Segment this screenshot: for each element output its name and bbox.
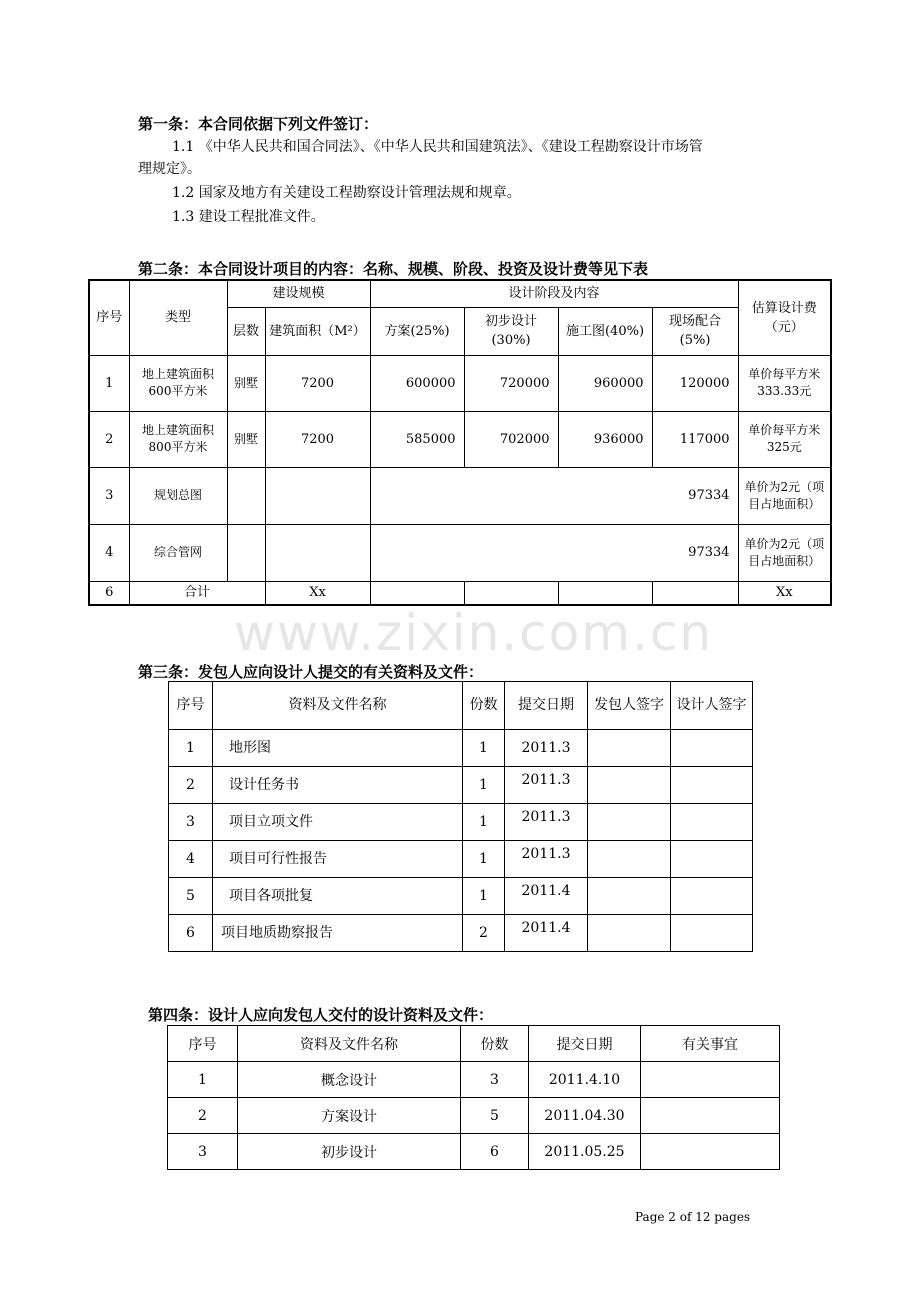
header-floors: 层数 [227,307,265,355]
cell-name: 设计任务书 [213,767,463,804]
cell-count: 1 [463,730,505,767]
cell-client-sign [588,915,671,952]
cell-date: 2011.4 [505,915,588,952]
header-count: 份数 [463,682,505,730]
header-area: 建筑面积（M²） [265,307,370,355]
cell-construct: 936000 [558,411,652,467]
header-designer-sign: 设计人签字 [671,682,753,730]
cell-seq: 3 [169,804,213,841]
cell-client-sign [588,878,671,915]
cell-client-sign [588,841,671,878]
table-row [169,730,753,767]
cell-designer-sign [671,730,753,767]
cell-count: 1 [463,804,505,841]
cell-area: 7200 [265,355,370,411]
cell-fee: 单价为2元（项目占地面积） [738,524,831,581]
design-fee-table [88,279,832,606]
cell-date: 2011.04.30 [529,1098,641,1134]
article-2-heading: 第二条：本合同设计项目的内容：名称、规模、阶段、投资及设计费等见下表 [138,260,649,278]
header-name: 资料及文件名称 [213,682,463,730]
cell-scheme: 600000 [370,355,464,411]
cell-seq: 5 [169,878,213,915]
cell-designer-sign [671,841,753,878]
page-footer: Page 2 of 12 pages [635,1210,751,1224]
header-client-sign: 发包人签字 [588,682,671,730]
cell-type: 地上建筑面积600平方米 [129,355,227,411]
cell-client-sign [588,767,671,804]
total-row [89,581,831,605]
article-1-item-3: 1.3 建设工程批准文件。 [172,209,325,225]
cell-site: 120000 [652,355,738,411]
cell-seq: 6 [169,915,213,952]
cell-name: 概念设计 [238,1062,461,1098]
article-1-item-1-cont: 理规定》。 [138,161,201,177]
cell-scheme: 585000 [370,411,464,467]
header-date: 提交日期 [529,1026,641,1062]
total-label: 合计 [129,581,265,605]
cell-seq: 1 [169,730,213,767]
total-site [652,581,738,605]
header-date: 提交日期 [505,682,588,730]
cell-area [265,524,370,581]
cell-phase-value: 97334 [370,524,738,581]
header-site: 现场配合(5%) [652,307,738,355]
cell-notes [641,1098,780,1134]
cell-type: 综合管网 [129,524,227,581]
header-seq: 序号 [169,682,213,730]
cell-designer-sign [671,767,753,804]
cell-type: 规划总图 [129,467,227,524]
table-row [89,524,831,581]
total-prelim [464,581,558,605]
cell-seq: 4 [89,524,129,581]
cell-date: 2011.4.10 [529,1062,641,1098]
header-name: 资料及文件名称 [238,1026,461,1062]
cell-name: 地形图 [213,730,463,767]
designer-deliverables-table [167,1025,780,1170]
header-scale: 建设规模 [227,280,370,307]
table-row [169,767,753,804]
cell-area: 7200 [265,411,370,467]
cell-designer-sign [671,804,753,841]
total-scheme [370,581,464,605]
header-prelim: 初步设计(30%) [464,307,558,355]
table-row [89,411,831,467]
cell-name: 项目可行性报告 [213,841,463,878]
cell-name: 项目立项文件 [213,804,463,841]
total-seq: 6 [89,581,129,605]
table-row [168,1062,780,1098]
total-area: Xx [265,581,370,605]
cell-fee: 单价每平方米333.33元 [738,355,831,411]
article-1-item-2: 1.2 国家及地方有关建设工程勘察设计管理法规和规章。 [172,185,521,201]
cell-count: 5 [461,1098,529,1134]
cell-seq: 3 [168,1134,238,1170]
article-1-item-1: 1.1 《中华人民共和国合同法》、《中华人民共和国建筑法》、《建设工程勘察设计市场管 [172,139,703,155]
cell-designer-sign [671,878,753,915]
cell-count: 1 [463,878,505,915]
cell-date: 2011.3 [505,841,588,878]
cell-floors [227,524,265,581]
table-row [169,915,753,952]
header-seq: 序号 [168,1026,238,1062]
cell-date: 2011.4 [505,878,588,915]
cell-seq: 2 [168,1098,238,1134]
cell-construct: 960000 [558,355,652,411]
table-row [168,1098,780,1134]
table-row [169,841,753,878]
cell-seq: 3 [89,467,129,524]
header-scheme: 方案(25%) [370,307,464,355]
cell-notes [641,1134,780,1170]
cell-count: 2 [463,915,505,952]
cell-seq: 1 [89,355,129,411]
cell-seq: 4 [169,841,213,878]
article-3-heading: 第三条：发包人应向设计人提交的有关资料及文件： [138,663,484,681]
cell-designer-sign [671,915,753,952]
article-4-heading: 第四条：设计人应向发包人交付的设计资料及文件： [148,1006,494,1024]
table-row [89,355,831,411]
header-phase: 设计阶段及内容 [370,280,738,307]
total-construct [558,581,652,605]
cell-prelim: 720000 [464,355,558,411]
cell-prelim: 702000 [464,411,558,467]
cell-floors [227,467,265,524]
watermark: www.zixin.com.cn [234,604,714,662]
header-seq: 序号 [89,280,129,355]
cell-client-sign [588,730,671,767]
article-1-heading: 第一条：本合同依据下列文件签订： [138,115,379,133]
header-count: 份数 [461,1026,529,1062]
cell-date: 2011.3 [505,767,588,804]
cell-name: 初步设计 [238,1134,461,1170]
cell-date: 2011.05.25 [529,1134,641,1170]
cell-count: 6 [461,1134,529,1170]
cell-count: 1 [463,767,505,804]
total-fee: Xx [738,581,831,605]
cell-seq: 2 [89,411,129,467]
cell-site: 117000 [652,411,738,467]
table-row [169,804,753,841]
cell-count: 3 [461,1062,529,1098]
cell-type: 地上建筑面积800平方米 [129,411,227,467]
cell-seq: 1 [168,1062,238,1098]
table-row [89,467,831,524]
cell-notes [641,1062,780,1098]
cell-date: 2011.3 [505,804,588,841]
cell-name: 项目各项批复 [213,878,463,915]
cell-name: 项目地质勘察报告 [213,915,463,952]
cell-area [265,467,370,524]
cell-client-sign [588,804,671,841]
table-row [168,1134,780,1170]
cell-date: 2011.3 [505,730,588,767]
cell-phase-value: 97334 [370,467,738,524]
cell-floors: 别墅 [227,355,265,411]
cell-seq: 2 [169,767,213,804]
cell-floors: 别墅 [227,411,265,467]
client-documents-table [168,681,753,952]
cell-fee: 单价每平方米325元 [738,411,831,467]
header-construct: 施工图(40%) [558,307,652,355]
cell-count: 1 [463,841,505,878]
cell-name: 方案设计 [238,1098,461,1134]
header-type: 类型 [129,280,227,355]
cell-fee: 单价为2元（项目占地面积） [738,467,831,524]
header-notes: 有关事宜 [641,1026,780,1062]
table-row [169,878,753,915]
header-fee: 估算设计费（元） [738,280,831,355]
